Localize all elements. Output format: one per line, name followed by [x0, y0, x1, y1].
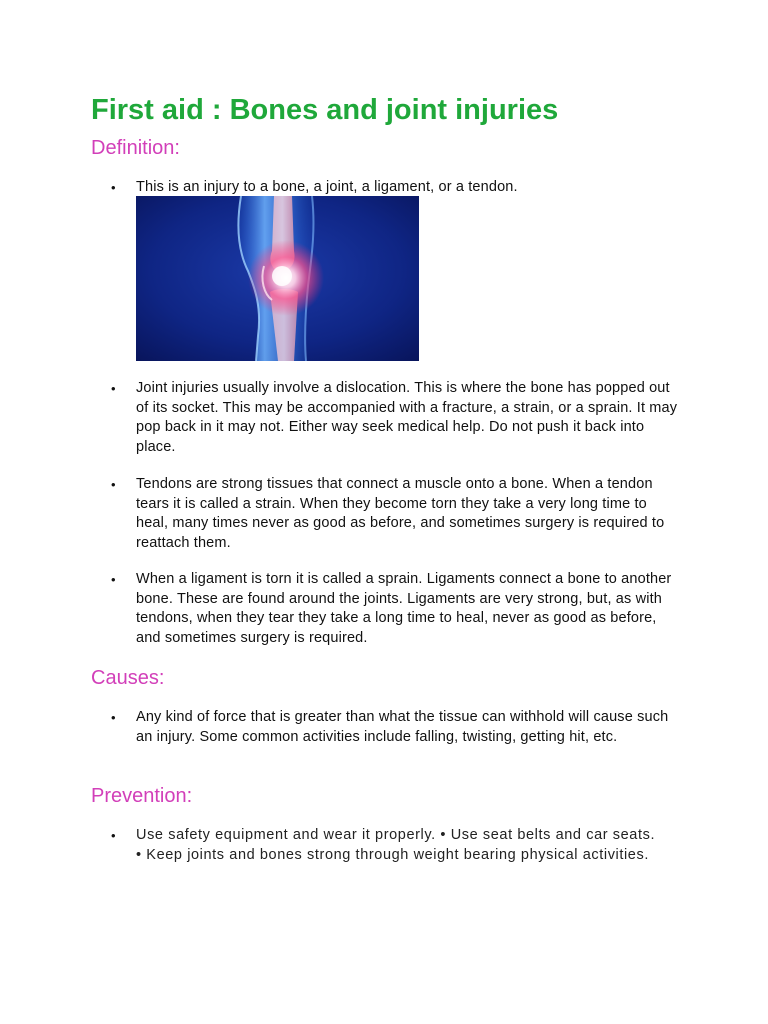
- section-heading-causes: Causes:: [91, 667, 165, 689]
- definition-item-4: When a ligament is torn it is called a sprain. Ligaments connect a bone to another bone. These are found around the joints. Ligaments are very strong, but, as with tendons, when they tear they take a long time to heal, never as good as before, and sometimes surgery is required.: [136, 571, 672, 646]
- definition-item-1: This is an injury to a bone, a joint, a ligament, or a tendon.: [136, 179, 518, 195]
- definition-item-2: Joint injuries usually involve a dislocation. This is where the bone has popped out of its socket. This may be accompanied with a fracture, a strain, or a sprain. It may pop back in it may not. Either way seek medical help. Do not push it back into place.: [136, 380, 678, 455]
- definition-item-3: Tendons are strong tissues that connect a muscle onto a bone. When a tendon tears it is called a strain. When they become torn they take a very long time to heal, many times never as good as before, and sometimes surgery is required to reattach them.: [136, 476, 665, 551]
- section-heading-definition: Definition:: [91, 137, 180, 159]
- knee-joint-xray-icon: [136, 196, 419, 361]
- bullet-glyph: •: [111, 828, 116, 843]
- prevention-item-1: Use safety equipment and wear it properly. • Use seat belts and car seats. • Keep joints and bones strong through weight bearing physical activities.: [136, 827, 656, 863]
- page-title: First aid : Bones and joint injuries: [91, 94, 559, 126]
- bullet-glyph: •: [111, 572, 116, 587]
- bullet-glyph: •: [111, 381, 116, 396]
- bullet-glyph: •: [111, 477, 116, 492]
- section-heading-prevention: Prevention:: [91, 785, 193, 807]
- causes-item-1: Any kind of force that is greater than what the tissue can withhold will cause such an injury. Some common activities include falling, twisting, getting hit, etc.: [136, 709, 669, 745]
- bullet-glyph: •: [111, 180, 116, 195]
- bullet-glyph: •: [111, 710, 116, 725]
